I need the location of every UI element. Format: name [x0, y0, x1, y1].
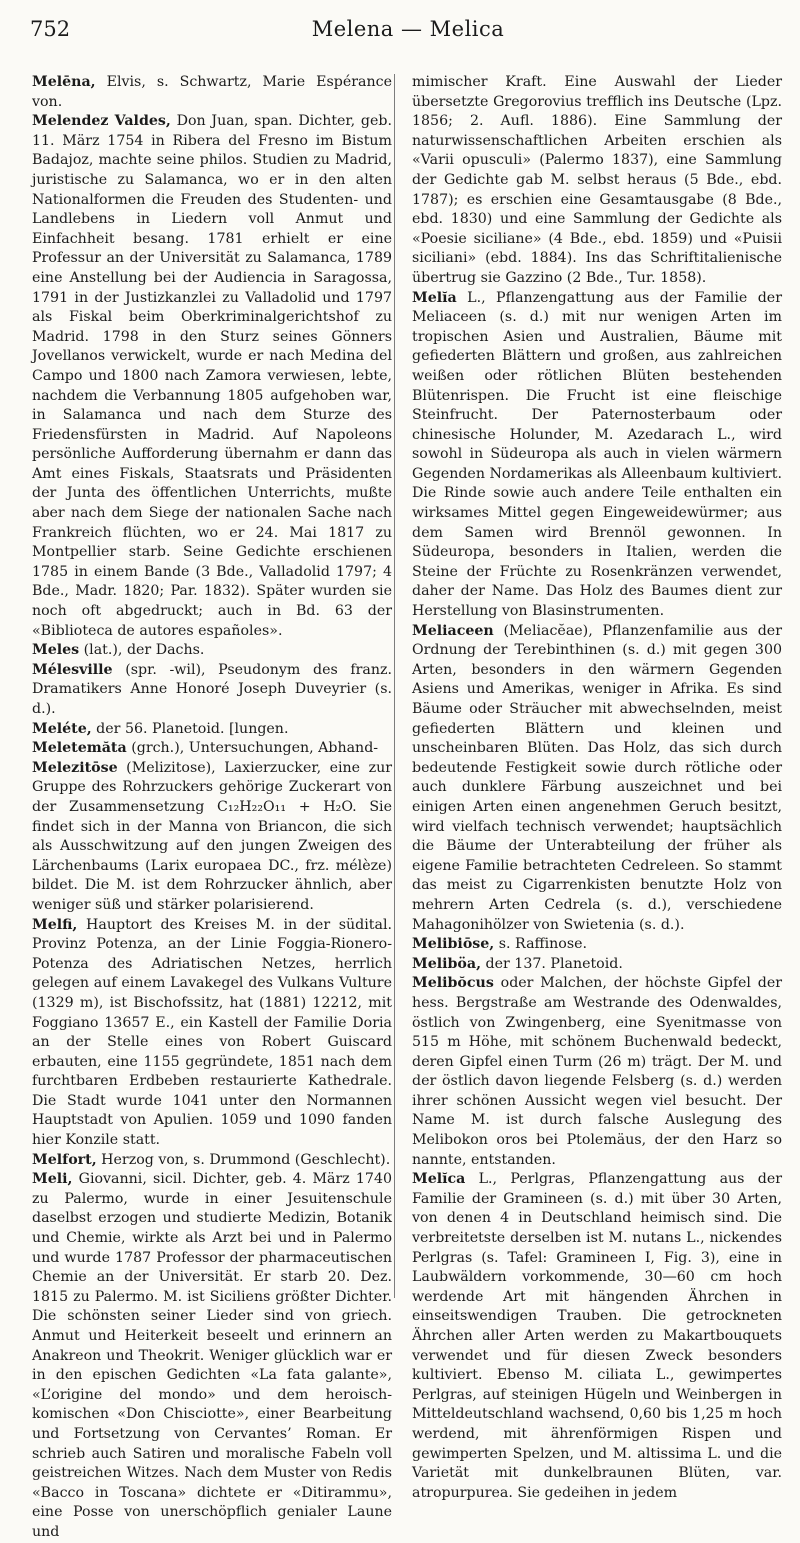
entry-term: Meles	[32, 642, 80, 659]
page-header	[30, 12, 786, 46]
entry-text: (Melizitose), Laxierzucker, eine zur Gruppe des Rohrzuckers gehörige Zuckerart von der Zusammensetzung C₁₂H₂₂O₁₁ + H₂O. Sie findet sich in der Manna von Briancon, die sich als Ausschwitzung auf den jungen Zweigen des Lärchenbaums (Larix europaea DC., frz. mélèze) bildet. Die M. ist dem Rohrzucker ähnlich, aber weniger süß und stärker polarisierend.	[32, 759, 392, 913]
entry-term: Melfi,	[32, 916, 78, 933]
entry-term: Melibiōse,	[412, 936, 495, 953]
entry-term: Meliböa,	[412, 955, 482, 972]
dictionary-entry	[32, 661, 392, 720]
entry-text: mimischer Kraft. Eine Auswahl der Lieder übersetzte Gregorovius trefflich ins Deutsche (Lpz. 1856; 2. Aufl. 1886). Eine Sammlung der naturwissenschaftlichen Arbeiten erschien als «Varii opusculi» (Palermo 1837), eine Sammlung der Gedichte gab M. selbst heraus (5 Bde., ebd. 1787); es erschien eine Gesamtausgabe (8 Bde., ebd. 1830) und eine Sammlung der Gedichte als «Poesie siciliane» (4 Bde., ebd. 1859) und «Puisii siciliani» (ebd. 1884). Ins das Schriftitalienische übertrug sie Gazzino (2 Bde., Tur. 1858).	[412, 74, 782, 286]
entry-text: Herzog von, s. Drummond (Geschlecht).	[96, 1151, 391, 1168]
entry-term: Meliaceen	[412, 622, 494, 639]
entry-text: Giovanni, sicil. Dichter, geb. 4. März 1740 zu Palermo, wurde in einer Jesuitenschule daselbst erzogen und studierte Medizin, Botanik und Chemie, wirkte als Arzt bei und in Palermo und wurde 1787 Professor der pharmaceutischen Chemie an der Universität. Er starb 20. Dez. 1815 zu Palermo. M. ist Siciliens größter Dichter. Die schönsten seiner Lieder sind von griech. Anmut und Heiterkeit beseelt und erinnern an Anakreon und Theokrit. Weniger glücklich war er in den epischen Gedichten «La fata galante», «L’origine del mondo» und dem heroisch-komischen «Don Chisciotte», einer Bearbeitung und Fortsetzung von Cervantes’ Roman. Er schrieb auch Satiren und moralische Fabeln voll geistreichen Witzes. Nach dem Muster von Redis «Bacco in Toscana» dichtete er «Ditirammu», eine Posse von unerschöpflich genialer Laune und	[32, 1171, 392, 1540]
dictionary-entry	[412, 1170, 782, 1503]
column-divider	[394, 74, 395, 1298]
entry-term: Meletemăta	[32, 740, 127, 757]
dictionary-entry	[32, 641, 392, 661]
entry-term: Meli,	[32, 1171, 73, 1188]
dictionary-entry	[412, 974, 782, 1170]
entry-term: Mélesville	[32, 661, 113, 678]
dictionary-entry	[32, 112, 392, 641]
entry-text: (Meliacĕae), Pflanzenfamilie aus der Ordnung der Terebinthinen (s. d.) mit gegen 300 Arten, besonders in den wärmern Gegenden Asiens und Amerikas, weniger in Afrika. Es sind Bäume oder Sträucher mit abwechselnden, meist gefiederten Blättern und kleinen und unscheinbaren Blüten. Das Holz, das sich durch bedeutende Festigkeit sowie durch rötliche oder auch dunklere Färbung auszeichnet und bei einigen Arten einen angenehmen Geruch besitzt, wird vielfach technisch verwendet; hauptsächlich die Bäume der Unterabteilung der früher als eigene Familie betrachteten Cedreleen. So stammt das meist zu Cigarrenkisten benutzte Holz von mehrern Arten Cedrela (s. d.), verschiedene Mahagonihölzer von Swietenia (s. d.).	[412, 622, 782, 933]
entry-term: Melĭa	[412, 289, 457, 306]
page-number: 752	[30, 17, 71, 41]
dictionary-entry	[412, 289, 782, 622]
entry-text: s. Raffinose.	[494, 936, 588, 953]
dictionary-entry	[32, 73, 392, 112]
entry-text: der 56. Planetoid. [lungen.	[91, 720, 289, 737]
entry-text: L., Perlgras, Pflanzengattung aus der Familie der Gramineen (s. d.) mit über 30 Arten, von denen 4 in Deutschland heimisch sind. Die verbreitetste derselben ist M. nutans L., nickendes Perlgras (s. Tafel: Gramineen I, Fig. 3), eine in Laubwäldern vorkommende, 30—60 cm hoch werdende Art mit hängenden Ährchen in einseitswendigen Trauben. Die getrockneten Ährchen aller Arten werden zu Makartbouquets verwendet und für diesen Zweck besonders kultiviert. Ebenso M. ciliata L., gewimpertes Perlgras, auf steinigen Hügeln und Weinbergen in Mitteldeutschland wachsend, 0,60 bis 1,25 m hoch werdend, mit ährenförmigen Rispen und gewimperten Spelzen, und M. altissima L. und die Varietät mit dunkelbraunen Blüten, var. atropurpurea. Sie gedeihen in jedem	[412, 1171, 782, 1501]
entry-text: (lat.), der Dachs.	[79, 642, 205, 659]
dictionary-entry	[32, 916, 392, 1151]
running-title: Melena — Melica	[311, 17, 505, 41]
entry-text: (spr. -wil), Pseudonym des franz. Dramatikers Anne Honoré Joseph Duveyrier (s. d.).	[32, 661, 392, 717]
dictionary-entry	[32, 759, 392, 916]
entry-text: der 137. Planetoid.	[481, 955, 623, 972]
left-column	[32, 73, 392, 1543]
entry-term: Meléte,	[32, 720, 92, 737]
entry-text: L., Pflanzengattung aus der Familie der Meliaceen (s. d.) mit nur wenigen Arten im tropischen Asien und Australien, Bäume mit gefiederten Blättern und großen, aus zahlreichen weißen oder rötlichen Blüten bestehenden Blütenrispen. Die Frucht ist eine fleischige Steinfrucht. Der Paternosterbaum oder chinesische Holunder, M. Azedarach L., wird sowohl in Südeuropa als auch in vielen wärmern Gegenden Nordamerikas als Alleenbaum kultiviert. Die Rinde sowie auch andere Teile enthalten ein wirksames Mittel gegen Eingeweidewürmer; aus dem Samen wird Brennöl gewonnen. In Südeuropa, besonders in Italien, werden die Steine der Früchte zu Rosenkränzen verwendet, daher der Name. Das Holz des Baumes dient zur Herstellung von Blasinstrumenten.	[412, 289, 782, 620]
dictionary-entry	[32, 1151, 392, 1171]
dictionary-entry	[32, 1170, 392, 1542]
entry-text: Don Juan, span. Dichter, geb. 11. März 1754 in Ribera del Fresno im Bistum Badajoz, machte seine philos. Studien zu Madrid, juristische zu Salamanca, wo er in den alten Nationalformen die Freuden des Studenten- und Landlebens in Liedern voll Anmut und Einfachheit besang. 1781 erhielt er eine Professur an der Universität zu Salamanca, 1789 eine Anstellung bei der Audiencia in Saragossa, 1791 in der Justizkanzlei zu Valladolid und 1797 als Fiskal beim Oberkriminalgerichtshof zu Madrid. 1798 in den Sturz seines Gönners Jovellanos verwickelt, wurde er nach Medina del Campo und 1800 nach Zamora verwiesen, lebte, nachdem die Verbannung 1805 aufgehoben war, in Salamanca und nach dem Sturze des Friedensfürsten in Madrid. Auf Napoleons persönliche Aufforderung übernahm er dann das Amt eines Fiskals, Staatsrats und Präsidenten der Junta des öffentlichen Unterrichts, mußte aber nach dem Siege der nationalen Sache nach Frankreich flüchten, wo er 24. Mai 1817 zu Montpellier starb. Seine Gedichte erschienen 1785 in einem Bande (3 Bde., Valladolid 1797; 4 Bde., Madr. 1820; Par. 1832). Später wurden sie noch oft abgedruckt; auch in Bd. 63 der «Biblioteca de autores españoles».	[32, 113, 392, 639]
dictionary-entry	[412, 935, 782, 955]
right-column	[412, 73, 782, 1503]
dictionary-entry	[412, 622, 782, 936]
entry-term: Melibŏcus	[412, 975, 494, 992]
entry-text: oder Malchen, der höchste Gipfel der hess. Bergstraße am Westrande des Odenwaldes, östlich von Zwingenberg, eine Syenitmasse von 515 m Höhe, mit schönem Buchenwald bedeckt, deren Gipfel einen Turm (26 m) trägt. Der M. und der östlich davon liegende Felsberg (s. d.) werden ihrer schönen Aussicht wegen viel besucht. Der Name M. ist durch falsche Auslegung des Melibokon oros bei Ptolemäus, der den Harz so nannte, entstanden.	[412, 975, 782, 1168]
entry-term: Melezitōse	[32, 759, 118, 776]
entry-text: (grch.), Untersuchungen, Abhand-	[126, 740, 379, 757]
entry-term: Melendez Valdes,	[32, 113, 171, 130]
dictionary-entry	[32, 720, 392, 740]
dictionary-entry	[32, 739, 392, 759]
entry-term: Melfort,	[32, 1151, 97, 1168]
dictionary-entry	[412, 955, 782, 975]
dictionary-entry	[412, 73, 782, 289]
entry-text: Elvis, s. Schwartz, Marie Espérance von.	[32, 74, 392, 110]
entry-term: Melĭca	[412, 1171, 466, 1188]
entry-text: Hauptort des Kreises M. in der südital. Provinz Potenza, an der Linie Foggia-Rionero-Potenza des Adriatischen Netzes, herrlich gelegen auf einem Lavakegel des Vulkans Vulture (1329 m), ist Bischofssitz, hat (1881) 12212, mit Foggiano 13657 E., ein Kastell der Familie Doria an der Stelle eines von Robert Guiscard erbauten, eine 1155 gegründete, 1851 nach dem furchtbaren Erdbeben restaurierte Kathedrale. Die Stadt wurde 1041 unter den Normannen Hauptstadt von Apulien. 1059 und 1090 fanden hier Konzile statt.	[32, 916, 392, 1149]
entry-term: Melēna,	[32, 74, 96, 90]
